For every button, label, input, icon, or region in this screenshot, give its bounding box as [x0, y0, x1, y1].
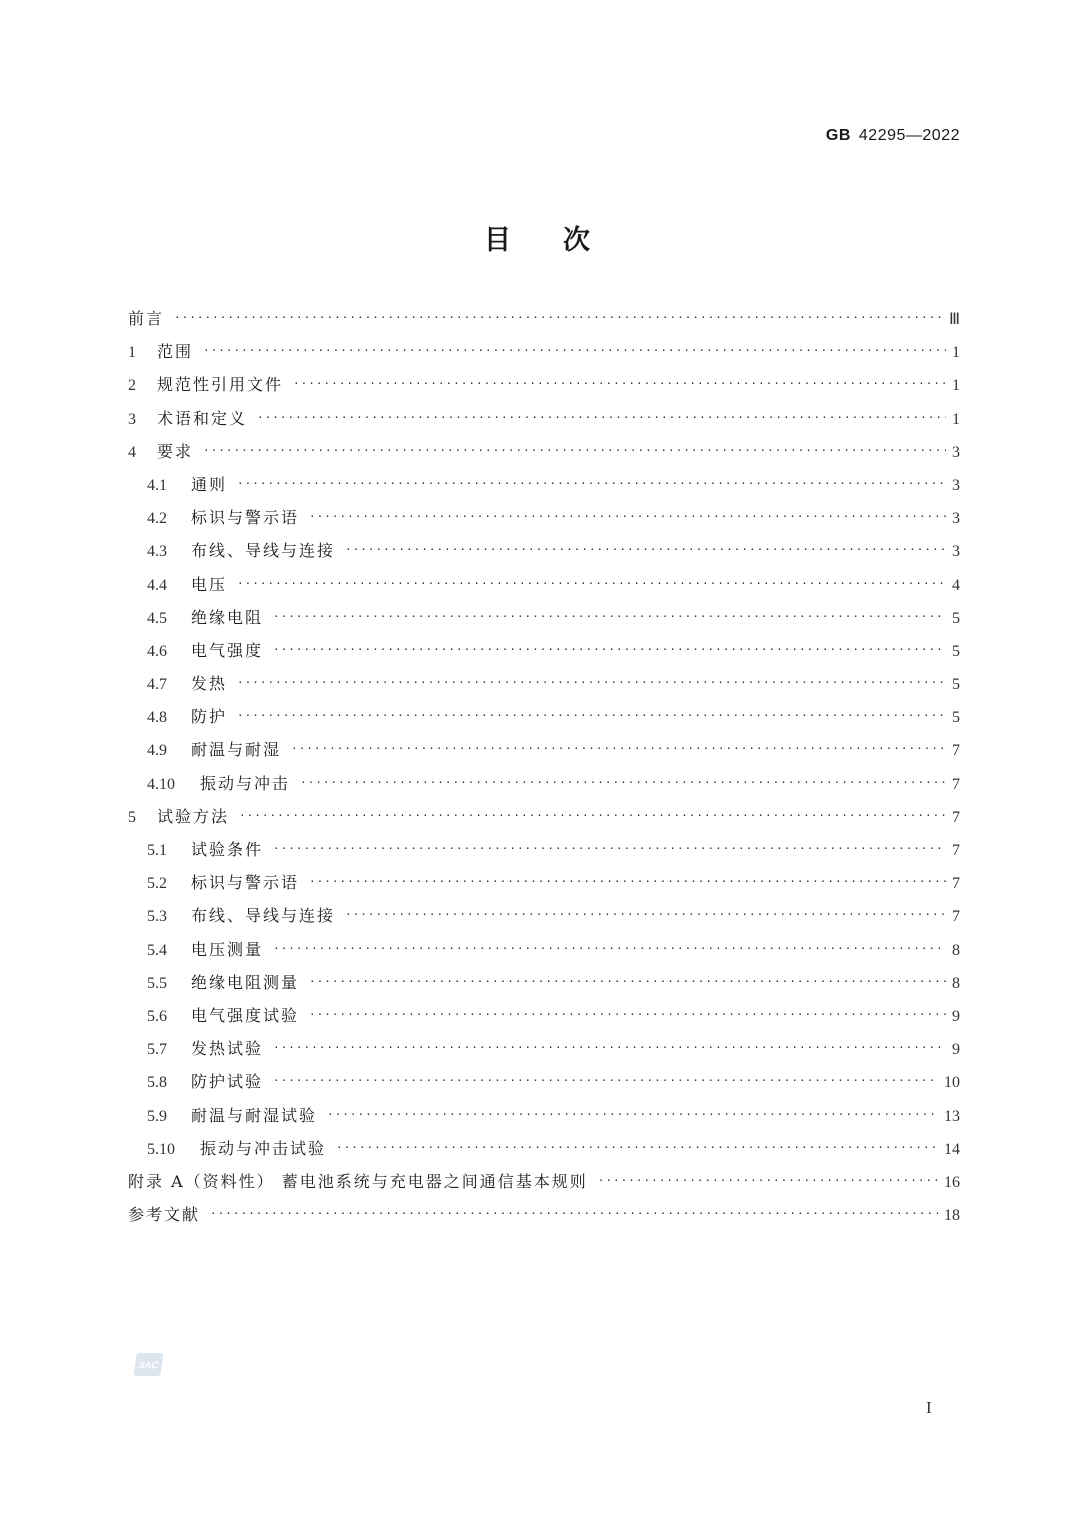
toc-entry[interactable]: [128, 1136, 960, 1169]
toc-entry-number: 4.4: [147, 576, 167, 594]
toc-entry-title: 标识与警示语: [191, 508, 300, 528]
toc-entry-title: 试验条件: [191, 840, 264, 859]
dot-leader: [273, 1041, 946, 1054]
toc-entry-page: 7: [952, 775, 960, 793]
toc-entry-page: Ⅲ: [948, 311, 960, 328]
toc-entry-title: 电气强度试验: [191, 1005, 300, 1025]
toc-entry-page: 9: [952, 1007, 960, 1025]
toc-entry-number: 5.7: [147, 1041, 167, 1059]
toc-entry-number: 4.6: [147, 642, 167, 660]
dot-leader: [327, 1108, 938, 1121]
toc-entry-number: 5.6: [147, 1007, 167, 1025]
dot-leader: [237, 577, 946, 590]
toc-entry[interactable]: [128, 704, 960, 737]
toc-entry-title: 通则: [191, 474, 228, 494]
dot-leader: [237, 709, 946, 722]
toc-entry-title: 标识与警示语: [191, 873, 300, 893]
toc-entry[interactable]: [128, 638, 960, 671]
toc-entry-number: 4.2: [147, 510, 167, 528]
toc-entry-page: 5: [952, 676, 960, 694]
toc-entry-number: 4.9: [147, 742, 167, 760]
toc-entry[interactable]: [128, 737, 960, 770]
toc-entry[interactable]: [128, 505, 960, 538]
toc-entry-page: 1: [952, 410, 960, 428]
toc-entry[interactable]: [128, 1103, 960, 1136]
dot-leader: [300, 776, 946, 789]
toc-entry-number: 5.4: [147, 941, 167, 959]
standard-code: [826, 127, 960, 145]
table-of-contents: [128, 306, 960, 1235]
toc-entry[interactable]: [128, 572, 960, 605]
dot-leader: [239, 809, 946, 822]
toc-entry[interactable]: [128, 837, 960, 870]
toc-entry-number: 5.1: [147, 842, 167, 859]
dot-leader: [336, 1141, 938, 1154]
toc-entry-title: 电压测量: [191, 939, 264, 959]
dot-leader: [309, 510, 946, 523]
dot-leader: [273, 942, 946, 955]
dot-leader: [273, 610, 946, 623]
dot-leader: [345, 543, 946, 556]
toc-entry[interactable]: [128, 372, 960, 405]
toc-entry-page: 7: [952, 908, 960, 926]
toc-entry[interactable]: [128, 1069, 960, 1102]
toc-entry-page: 9: [952, 1041, 960, 1059]
dot-leader: [309, 875, 946, 888]
toc-entry-title: 发热试验: [191, 1039, 264, 1059]
toc-entry-title: 附录 A（资料性） 蓄电池系统与充电器之间通信基本规则: [128, 1171, 588, 1191]
logo-text: SAC: [138, 1359, 159, 1370]
toc-entry-number: 5: [128, 808, 136, 826]
dot-leader: [309, 1008, 946, 1021]
toc-entry-title: 布线、导线与连接: [191, 541, 336, 561]
toc-entry-title: 绝缘电阻: [191, 607, 264, 627]
toc-entry-title: 耐温与耐湿试验: [191, 1105, 318, 1125]
toc-entry-number: 4: [128, 443, 136, 461]
dot-leader: [203, 444, 946, 457]
toc-entry-number: 5.3: [147, 908, 167, 926]
toc-entry-title: 振动与冲击试验: [200, 1138, 327, 1158]
toc-entry[interactable]: [128, 1003, 960, 1036]
toc-entry-number: 2: [128, 377, 136, 395]
toc-entry[interactable]: [128, 937, 960, 970]
toc-entry-page: 8: [952, 974, 960, 992]
toc-entry-page: 4: [952, 576, 960, 594]
standard-number: 42295—2022: [858, 127, 960, 144]
toc-entry-title: 布线、导线与连接: [191, 906, 336, 926]
toc-entry-title: 耐温与耐湿: [191, 740, 282, 760]
toc-entry-number: 4.7: [147, 676, 167, 694]
toc-entry-page: 5: [952, 642, 960, 660]
toc-entry-number: 1: [128, 344, 136, 362]
dot-leader: [210, 1207, 938, 1220]
toc-entry-title: 规范性引用文件: [157, 375, 284, 395]
toc-entry[interactable]: [128, 339, 960, 372]
dot-leader: [174, 311, 943, 324]
toc-entry-page: 14: [944, 1140, 960, 1158]
dot-leader: [345, 908, 946, 921]
toc-entry-title: 发热: [191, 674, 228, 694]
page-title: 目次: [484, 225, 642, 256]
toc-entry-title: 范围: [157, 342, 194, 362]
toc-entry-number: 4.5: [147, 609, 167, 627]
toc-entry-title: 要求: [157, 441, 194, 461]
dot-leader: [309, 975, 946, 988]
toc-entry-page: 10: [944, 1074, 960, 1092]
toc-entry-page: 3: [952, 476, 960, 494]
toc-entry-page: 5: [952, 609, 960, 627]
toc-entry[interactable]: [128, 1202, 960, 1235]
toc-entry[interactable]: [128, 1169, 960, 1202]
toc-entry-title: 参考文献: [128, 1205, 201, 1225]
toc-entry-number: 5.2: [147, 875, 167, 893]
toc-entry-number: 5.8: [147, 1074, 167, 1092]
toc-entry[interactable]: [128, 306, 960, 339]
dot-leader: [293, 377, 946, 390]
toc-entry[interactable]: [128, 1036, 960, 1069]
dot-leader: [237, 477, 946, 490]
toc-entry[interactable]: [128, 771, 960, 804]
toc-entry[interactable]: [128, 472, 960, 505]
toc-entry-title: 前言: [128, 309, 165, 328]
standard-prefix: GB: [825, 127, 851, 144]
toc-entry-page: 7: [952, 808, 960, 826]
toc-entry-title: 防护: [191, 707, 228, 727]
toc-entry-title: 电气强度: [191, 640, 264, 660]
toc-entry[interactable]: [128, 605, 960, 638]
dot-leader: [291, 742, 946, 755]
toc-entry-page: 7: [952, 842, 960, 859]
toc-entry-page: 7: [952, 742, 960, 760]
toc-entry-title: 防护试验: [191, 1072, 264, 1092]
toc-entry-page: 18: [944, 1207, 960, 1225]
toc-entry-number: 5.9: [147, 1107, 167, 1125]
toc-entry[interactable]: [128, 970, 960, 1003]
toc-entry-number: 5.5: [147, 974, 167, 992]
toc-entry-number: 5.10: [147, 1140, 175, 1158]
toc-entry-page: 1: [952, 377, 960, 395]
toc-entry-number: 4.8: [147, 709, 167, 727]
toc-entry-number: 3: [128, 410, 136, 428]
toc-entry-title: 绝缘电阻测量: [191, 972, 300, 992]
dot-leader: [237, 676, 946, 689]
toc-entry-page: 16: [944, 1173, 960, 1191]
toc-entry-title: 试验方法: [157, 806, 230, 826]
toc-entry-title: 术语和定义: [157, 408, 248, 428]
toc-entry-page: 13: [944, 1107, 960, 1125]
toc-entry[interactable]: [128, 870, 960, 903]
toc-entry-page: 3: [952, 443, 960, 461]
toc-entry-title: 电压: [191, 574, 228, 594]
toc-entry-number: 4.10: [147, 775, 175, 793]
toc-entry-number: 4.3: [147, 543, 167, 561]
dot-leader: [273, 643, 946, 656]
dot-leader: [273, 842, 946, 855]
toc-entry-page: 3: [952, 510, 960, 528]
dot-leader: [598, 1174, 938, 1187]
toc-entry[interactable]: [128, 903, 960, 936]
toc-entry-page: 8: [952, 941, 960, 959]
toc-entry-number: 4.1: [147, 476, 167, 494]
toc-entry[interactable]: [128, 671, 960, 704]
toc-entry-title: 振动与冲击: [200, 773, 291, 793]
toc-entry[interactable]: [128, 538, 960, 571]
sac-logo-icon: [133, 1353, 163, 1376]
toc-entry-page: 7: [952, 875, 960, 893]
dot-leader: [203, 344, 946, 357]
dot-leader: [273, 1074, 938, 1087]
dot-leader: [257, 411, 946, 424]
page-number: I: [926, 1398, 932, 1417]
toc-entry[interactable]: [128, 406, 960, 439]
toc-entry-page: 1: [952, 344, 960, 362]
toc-entry[interactable]: [128, 439, 960, 472]
toc-entry-page: 3: [952, 543, 960, 561]
toc-entry[interactable]: [128, 804, 960, 837]
toc-entry-page: 5: [952, 709, 960, 727]
